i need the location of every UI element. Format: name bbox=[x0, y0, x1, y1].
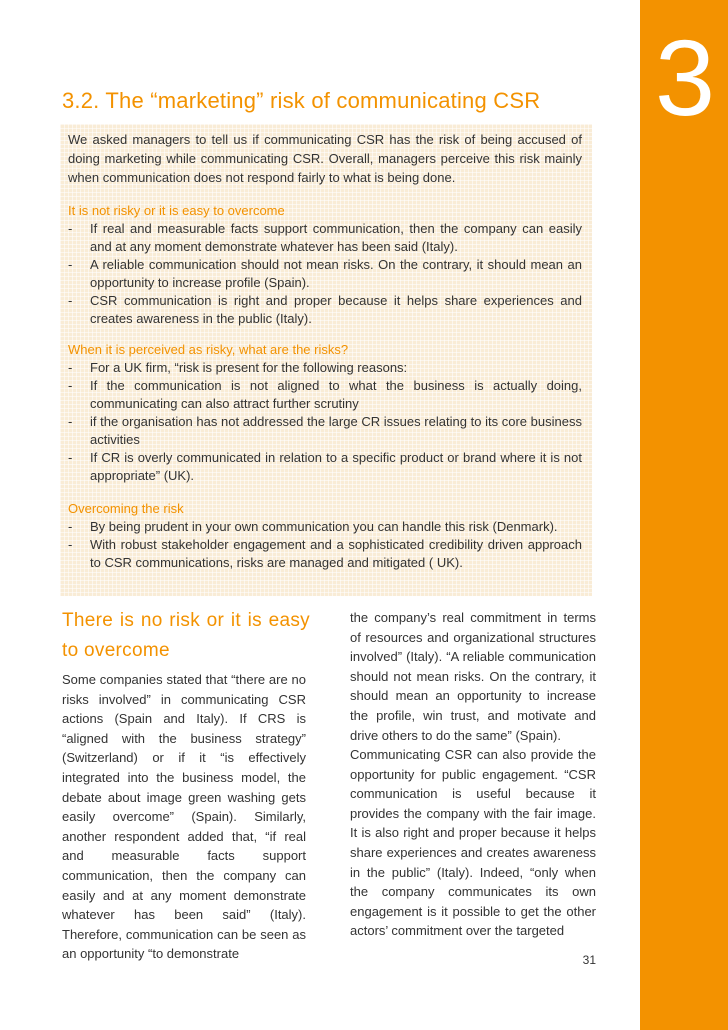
dash-bullet: - bbox=[68, 221, 73, 236]
subheading: There is no risk or it is easy to overcome bbox=[62, 610, 310, 661]
box-group bbox=[68, 201, 582, 328]
list-item bbox=[68, 220, 582, 256]
list-item-text: A reliable communication should not mean risks. On the contrary, it should mean an opportunity to increase profile (Spain). bbox=[90, 257, 582, 290]
dash-bullet: - bbox=[68, 537, 73, 552]
list-item bbox=[68, 292, 582, 328]
dash-bullet: - bbox=[68, 450, 73, 465]
box-group bbox=[68, 499, 582, 572]
box-group-heading: Overcoming the risk bbox=[68, 501, 184, 516]
list-item bbox=[68, 377, 582, 413]
section-title: 3.2. The “marketing” risk of communicating CSR bbox=[62, 88, 541, 113]
body-left-column: Some companies stated that “there are no risks involved” in communicating CSR actions (Spain and Italy). If CRS is “aligned with the business strategy” (Switzerland) or if it “is effectively integrated into the business model, the debate about image green washing gets easily overcome” (Spain). Similarly, another respondent added that, “if real and measurable facts support communication, then the company can easily and at any moment demonstrate whatever has been said” (Italy). Therefore, communication can be seen as an opportunity “to demonstrate bbox=[62, 672, 306, 962]
dash-bullet: - bbox=[68, 414, 73, 429]
list-item-text: CSR communication is right and proper because it helps share experiences and creates awareness in the public (Italy). bbox=[90, 293, 582, 326]
list-item-text: If real and measurable facts support communication, then the company can easily and at any moment demonstrate whatever has been said (Italy). bbox=[90, 221, 582, 254]
list-item-text: If the communication is not aligned to what the business is actually doing, communicating can also attract further scrutiny bbox=[90, 378, 582, 411]
list-item bbox=[68, 359, 582, 377]
list-item bbox=[68, 256, 582, 292]
survey-summary-box bbox=[60, 124, 592, 596]
list-item-text: if the organisation has not addressed the large CR issues relating to its core business activities bbox=[90, 414, 582, 447]
chapter-tab bbox=[640, 0, 728, 1030]
box-group-heading: When it is perceived as risky, what are the risks? bbox=[68, 342, 349, 357]
list-item-text: If CR is overly communicated in relation to a specific product or brand where it is not appropriate” (UK). bbox=[90, 450, 582, 483]
body-right-paragraph-1: the company’s real commitment in terms of resources and organizational structures involved” (Italy). “A reliable communication should not mean risks. On the contrary, it should mean an opportunity to increase the profile, win trust, and motivate and drive others to do the same” (Spain). bbox=[350, 610, 596, 743]
list-item bbox=[68, 518, 582, 536]
list-item-text: With robust stakeholder engagement and a sophisticated credibility driven approach to CSR communications, risks are managed and mitigated ( UK). bbox=[90, 537, 582, 570]
dash-bullet: - bbox=[68, 378, 73, 393]
dash-bullet: - bbox=[68, 257, 73, 272]
list-item-text: For a UK firm, “risk is present for the following reasons: bbox=[90, 360, 408, 375]
list-item bbox=[68, 449, 582, 485]
list-item-text: By being prudent in your own communication you can handle this risk (Denmark). bbox=[90, 519, 558, 534]
list-item bbox=[68, 413, 582, 449]
dash-bullet: - bbox=[68, 293, 73, 308]
chapter-number: 3 bbox=[654, 17, 716, 138]
body-right-paragraph-2: Communicating CSR can also provide the opportunity for public engagement. “CSR communication is useful because it provides the company with the fair image. It is also right and proper because it helps share experiences and creates awareness in the public” (Italy). Indeed, “only when the company communicates its own engagement is it possible to get the other actors’ commitment over the targeted bbox=[350, 747, 596, 939]
box-group-heading: It is not risky or it is easy to overcome bbox=[68, 203, 285, 218]
list-item bbox=[68, 536, 582, 572]
box-intro: We asked managers to tell us if communicating CSR has the risk of being accused of doing marketing while communicating CSR. Overall, managers perceive this risk mainly when communication does not respond fairly to what is being done. bbox=[68, 132, 582, 185]
dash-bullet: - bbox=[68, 519, 73, 534]
dash-bullet: - bbox=[68, 360, 73, 375]
page-number: 31 bbox=[582, 953, 596, 967]
box-group bbox=[68, 340, 582, 485]
